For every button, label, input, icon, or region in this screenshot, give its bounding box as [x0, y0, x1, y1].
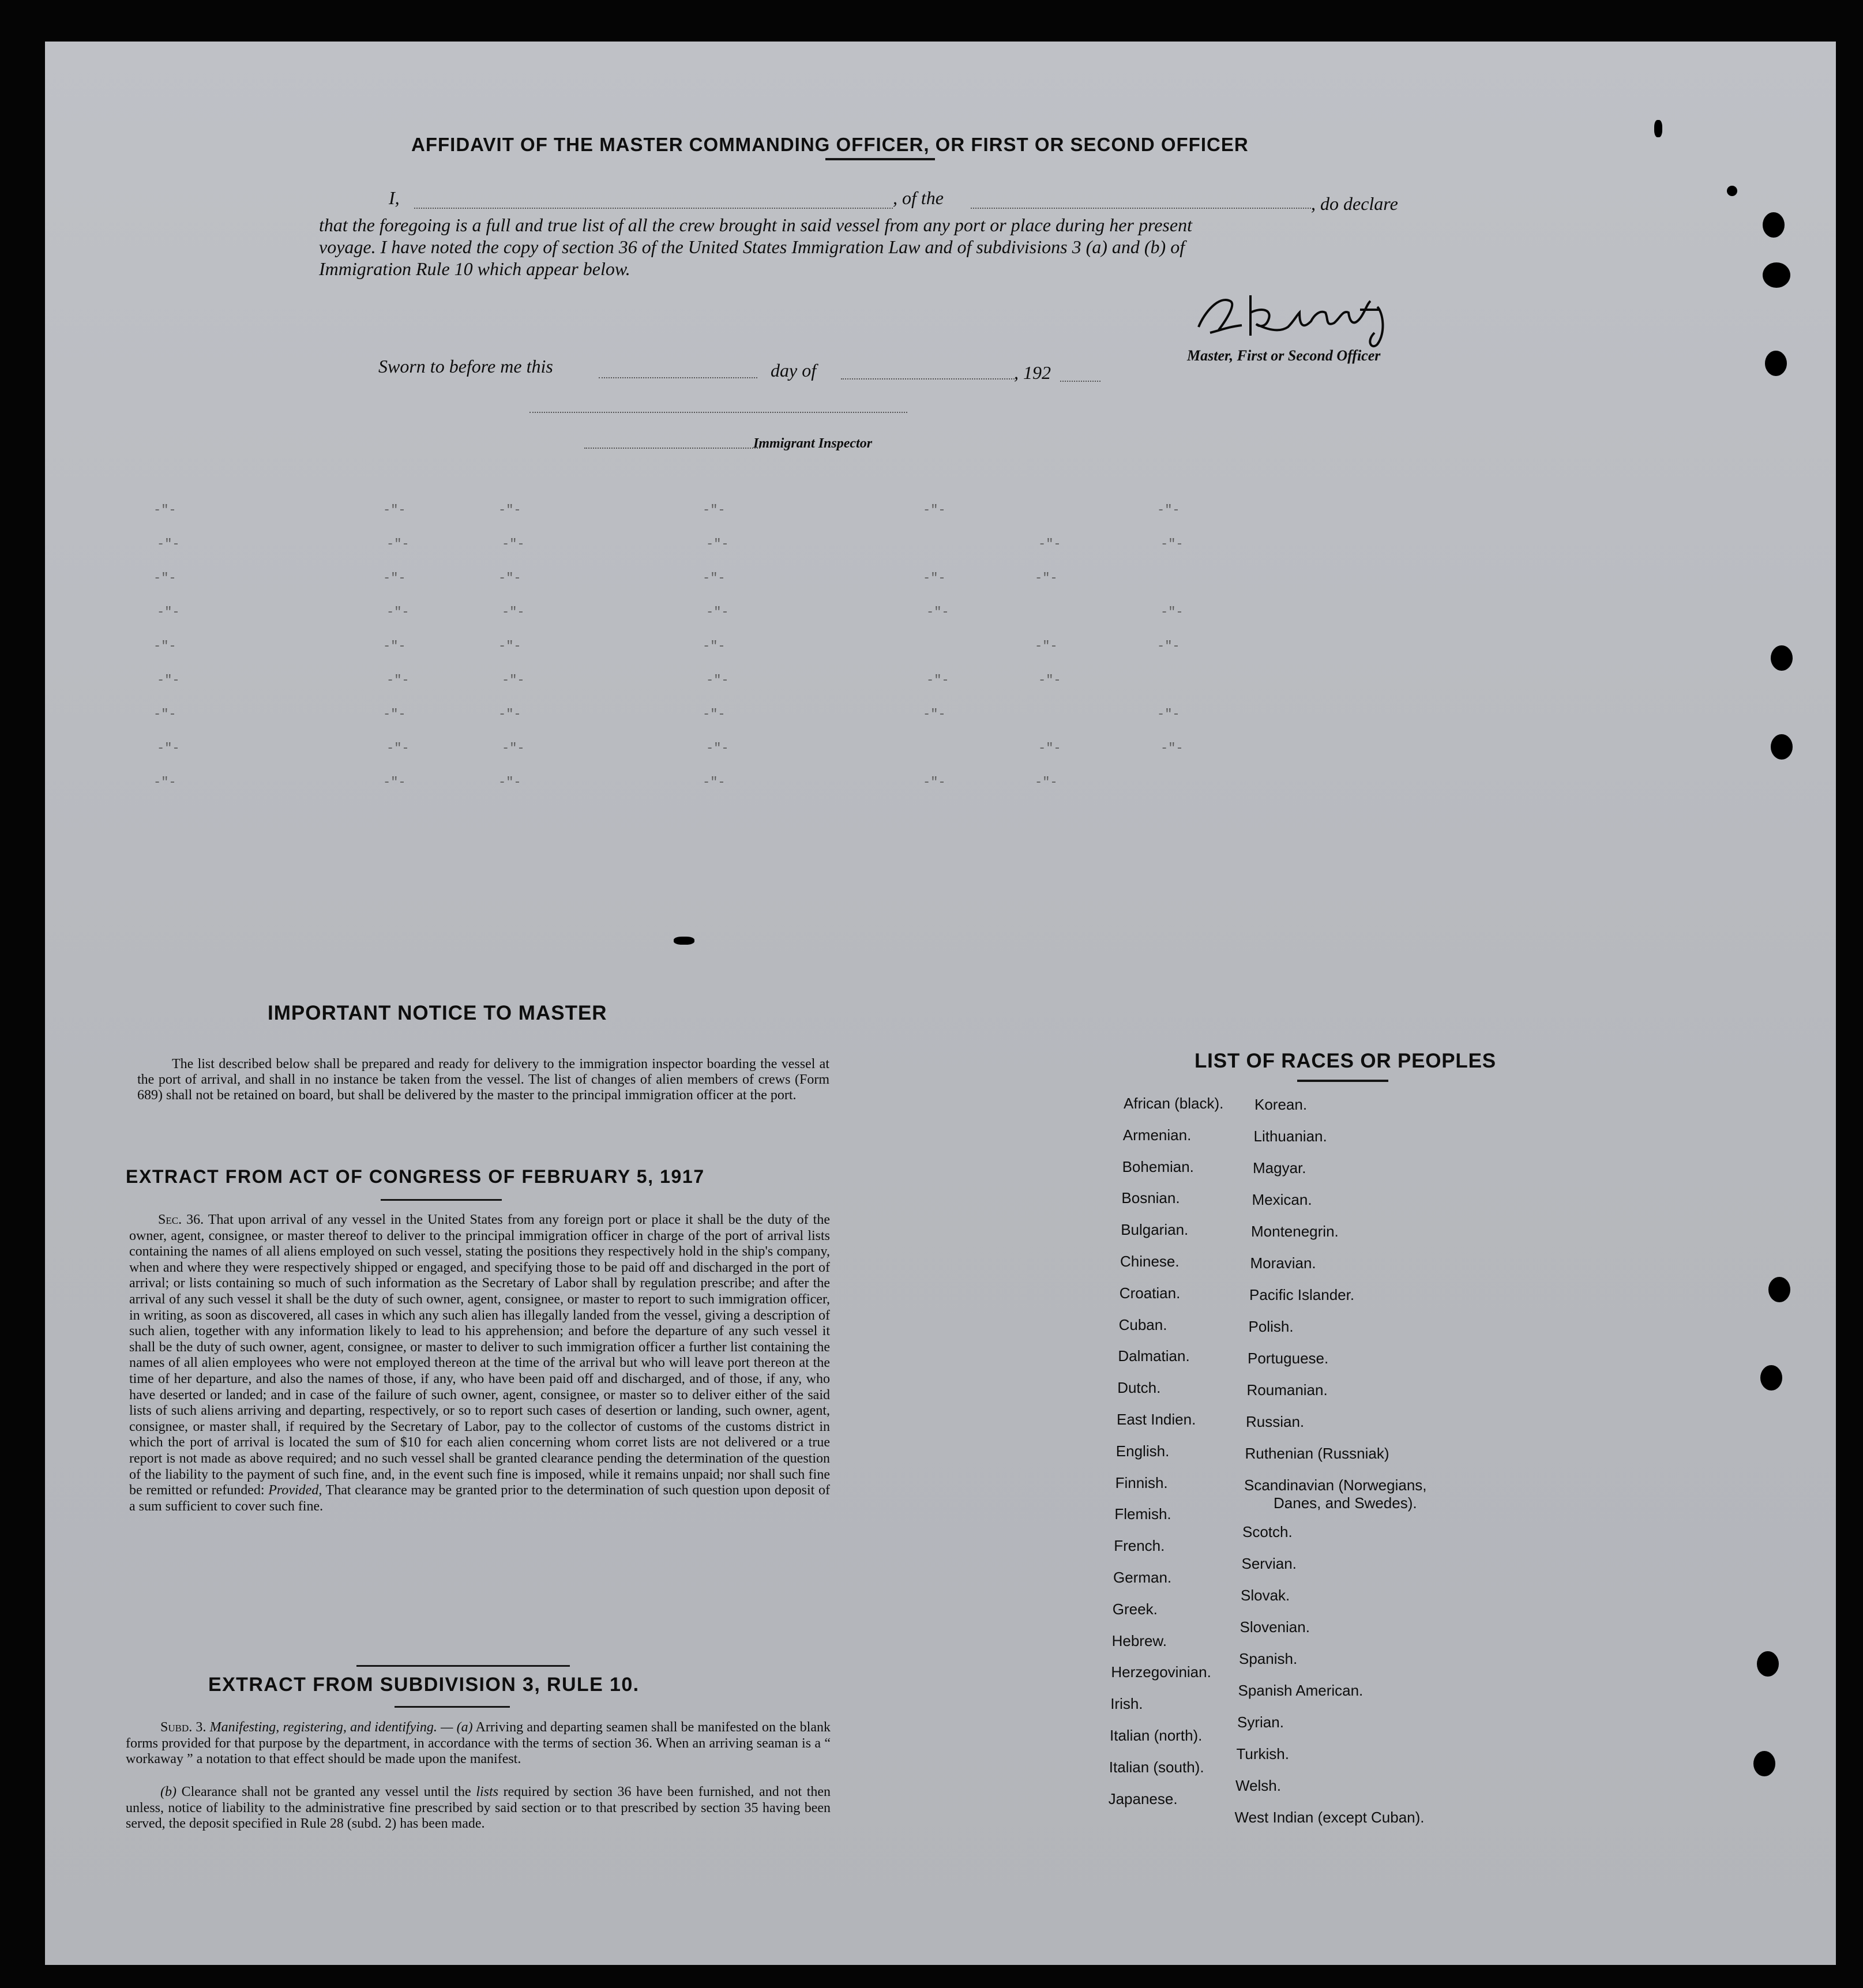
affidavit-line-4: Immigration Rule 10 which appear below. [319, 258, 630, 279]
ditto-mark: -"- [703, 571, 726, 585]
act-section-36-text: Sec. 36. That upon arrival of any vessel in the United States from any foreign port or place it shall be the duty of the owner, agent, consignee, or master thereof to deliver to the principal immigration officer in charge of the port of arrival lists containing the names of all aliens employed on such vessel, stating the positions they respectively hold in the ship's company, when and where they were respectively shipped or engaged, and specifying those to be paid off and discharged in the port of arrival; or lists containing so much of such information as the Secretary of Labor shall by regulation prescribe; and after the arrival of any such vessel it shall be the duty of such owner, agent, consignee, or master to report to such immigration officer, in writing, as soon as discovered, all cases in which any such alien has illegally landed from the vessel, giving a description of such alien, together with any information likely to lead to his apprehension; and before the departure of any such vessel it shall be the duty of such owner, agent, consignee, or master to deliver to such immigration officer a further list containing the names of all alien employees who were not employed thereon at the time of the arrival but who will leave port thereon at the time of her departure, and also the names of those, if any, who have been paid off and discharged, and of those, if any, who have deserted or landed; and in case of the failure of such owner, agent, consignee, or master so to deliver either of the said lists of such aliens arriving and departing, respectively, or so to report such cases of desertion or landing, such owner, agent, consignee, or master shall, if required by the Secretary of Labor, pay to the collector of customs of the customs district in which the port of arrival is located the sum of $10 for each alien concerning whom corret lists are not delivered or a true report is not made as above required; and no such vessel shall be granted clearance pending the determination of the question of the liability to the payment of such fine, and, in the event such fine is imposed, while it remains unpaid; nor shall such fine be remitted or refunded: Provided, That clearance may be granted prior to the determination of such question upon deposit of a sum sufficient to cover such fine. [129, 1212, 830, 1514]
ditto-mark: -"- [383, 639, 406, 653]
ditto-mark: -"- [502, 741, 525, 756]
ditto-mark: -"- [706, 673, 729, 687]
notice-text: The list described below shall be prepared and ready for delivery to the immigration inspector boarding the vessel at the port of arrival, and shall in no instance be taken from the vessel. The list of changes of alien members of crews (Form 689) shall not be retained on board, but shall be delivered by the master to the principal immigration officer at the port. [137, 1057, 829, 1103]
race-item: Dalmatian. [1118, 1347, 1190, 1365]
race-item: Croatian. [1119, 1284, 1181, 1302]
race-item: Hebrew. [1111, 1632, 1167, 1649]
race-item: Slovenian. [1240, 1618, 1310, 1636]
ditto-mark: -"- [153, 639, 176, 653]
ditto-mark: -"- [498, 571, 521, 585]
affidavit-line-3: voyage. I have noted the copy of section 36 of the United States Immigration Law and of subdivisions 3 (a) and (b) of [319, 236, 1185, 257]
race-item: Herzegovinian. [1111, 1663, 1211, 1681]
declarant-of-the: , of the [893, 187, 944, 208]
ditto-mark: -"- [383, 707, 406, 721]
ditto-mark: -"- [383, 503, 406, 517]
race-item: Dutch. [1117, 1379, 1161, 1397]
ditto-mark: -"- [1157, 639, 1180, 653]
race-item: Spanish. [1239, 1650, 1298, 1667]
sworn-year: , 192 [1014, 362, 1051, 383]
sworn-day-of: day of [771, 360, 817, 381]
binder-hole [1763, 262, 1790, 288]
rule-title: EXTRACT FROM SUBDIVISION 3, RULE 10. [208, 1674, 640, 1696]
race-item: Finnish. [1115, 1474, 1168, 1491]
race-item: Scandinavian (Norwegians, [1244, 1476, 1427, 1494]
race-item: Italian (north). [1110, 1727, 1203, 1744]
race-item: East Indien. [1117, 1411, 1196, 1428]
binder-hole [1771, 645, 1793, 671]
race-item: Pacific Islander. [1249, 1286, 1355, 1303]
notice-title: IMPORTANT NOTICE TO MASTER [268, 1002, 607, 1024]
ditto-mark: -"- [383, 775, 406, 790]
race-item: Ruthenian (Russniak) [1245, 1445, 1389, 1462]
ditto-mark: -"- [386, 741, 410, 756]
race-item: German. [1113, 1569, 1172, 1586]
inspector-caption: Immigrant Inspector [753, 436, 873, 451]
binder-hole [1771, 734, 1793, 760]
race-item: Japanese. [1108, 1790, 1178, 1807]
race-item: Danes, and Swedes). [1274, 1494, 1417, 1512]
races-title-rule [1297, 1080, 1388, 1082]
ditto-mark: -"- [706, 741, 729, 756]
ditto-mark: -"- [923, 707, 946, 721]
binder-hole [1763, 212, 1785, 238]
ditto-mark: -"- [1160, 537, 1184, 551]
ditto-mark: -"- [926, 673, 949, 687]
rule-title-rule [395, 1706, 510, 1708]
ink-mark [1727, 186, 1737, 196]
inspector-name-field [584, 448, 760, 449]
ditto-mark: -"- [157, 741, 180, 756]
race-item: Syrian. [1237, 1713, 1284, 1731]
race-item: Moravian. [1250, 1254, 1316, 1272]
ditto-mark: -"- [703, 707, 726, 721]
ditto-mark: -"- [153, 707, 176, 721]
ditto-mark: -"- [386, 673, 410, 687]
binder-hole [1753, 1751, 1775, 1776]
ditto-mark: -"- [498, 775, 521, 790]
ditto-mark: -"- [1038, 673, 1061, 687]
ditto-mark: -"- [1160, 741, 1184, 756]
race-item: Portuguese. [1248, 1350, 1329, 1367]
ink-mark [1654, 120, 1662, 137]
rule-subdivision-b: (b) Clearance shall not be granted any vessel until the lists required by section 36 have been furnished, and not then unless, notice of liability to the administrative fine prescribed by said section or to that prescribed by section 35 having been served, the deposit specified in Rule 28 (subd. 2) has been made. [126, 1784, 831, 1832]
sworn-text: Sworn to before me this [378, 356, 553, 377]
ditto-mark: -"- [923, 571, 946, 585]
declare-text: , do declare [1311, 193, 1398, 214]
sworn-day-field [599, 377, 757, 378]
ditto-mark: -"- [1160, 605, 1184, 619]
race-item: Bosnian. [1121, 1189, 1180, 1207]
ditto-mark: -"- [1038, 537, 1061, 551]
ditto-mark: -"- [386, 605, 410, 619]
binder-hole [1765, 351, 1787, 376]
race-item: Roumanian. [1246, 1381, 1328, 1399]
ditto-mark: -"- [502, 673, 525, 687]
race-item: English. [1115, 1442, 1170, 1460]
race-item: Korean. [1254, 1096, 1308, 1113]
ditto-mark: -"- [153, 503, 176, 517]
ditto-mark: -"- [1035, 639, 1058, 653]
binder-hole [1760, 1365, 1782, 1391]
race-item: Russian. [1246, 1413, 1305, 1430]
ditto-mark: -"- [923, 503, 946, 517]
race-item: French. [1114, 1537, 1165, 1555]
race-item: African (black). [1124, 1095, 1224, 1112]
ditto-mark: -"- [502, 605, 525, 619]
ditto-mark: -"- [1038, 741, 1061, 756]
ditto-mark: -"- [498, 639, 521, 653]
ditto-mark: -"- [383, 571, 406, 585]
ditto-mark: -"- [1035, 571, 1058, 585]
ditto-mark: -"- [498, 503, 521, 517]
ditto-mark: -"- [703, 639, 726, 653]
ditto-mark: -"- [386, 537, 410, 551]
declarant-prefix: I, [389, 187, 400, 208]
ditto-mark: -"- [706, 605, 729, 619]
ditto-mark: -"- [706, 537, 729, 551]
ditto-mark: -"- [923, 775, 946, 790]
race-item: Armenian. [1122, 1126, 1192, 1144]
binder-hole [1768, 1277, 1790, 1302]
ditto-mark: -"- [498, 707, 521, 721]
act-end-rule [356, 1665, 570, 1667]
ditto-mark: -"- [157, 605, 180, 619]
race-item: Polish. [1248, 1318, 1294, 1335]
act-title: EXTRACT FROM ACT OF CONGRESS OF FEBRUARY 5, 1917 [126, 1166, 705, 1187]
ditto-mark: -"- [157, 537, 180, 551]
rule-subdivision-a: Subd. 3. Manifesting, registering, and identifying. — (a) Arriving and departing seamen shall be manifested on the blank forms provided for that purpose by the department, in accordance with the terms of section 36. When an arriving seaman is a “ workaway ” a notation to that effect should be made upon the manifest. [126, 1720, 831, 1767]
race-item: Servian. [1241, 1555, 1297, 1572]
race-item: Bulgarian. [1121, 1221, 1189, 1239]
race-item: Italian (south). [1109, 1758, 1204, 1776]
document-page [45, 42, 1836, 1965]
affidavit-title: AFFIDAVIT OF THE MASTER COMMANDING OFFICER, OR FIRST OR SECOND OFFICER [411, 134, 1249, 155]
race-item: Scotch. [1242, 1523, 1293, 1540]
race-item: Montenegrin. [1251, 1223, 1339, 1240]
sworn-year-field [1060, 381, 1100, 382]
signer-caption: Master, First or Second Officer [1187, 347, 1381, 364]
race-item: Chinese. [1120, 1253, 1180, 1270]
ditto-mark: -"- [153, 775, 176, 790]
ditto-mark: -"- [1035, 775, 1058, 790]
race-item: West Indian (except Cuban). [1234, 1809, 1425, 1826]
ditto-mark: -"- [703, 503, 726, 517]
race-item: Flemish. [1114, 1505, 1171, 1523]
title-underline [825, 158, 935, 160]
race-item: Irish. [1110, 1695, 1143, 1713]
inspector-signature-field [529, 412, 907, 413]
race-item: Cuban. [1118, 1316, 1167, 1333]
race-item: Mexican. [1252, 1191, 1312, 1208]
declarant-name-field [414, 208, 893, 209]
race-item: Slovak. [1241, 1587, 1290, 1604]
ditto-mark: -"- [502, 537, 525, 551]
ditto-mark: -"- [703, 775, 726, 790]
race-item: Lithuanian. [1253, 1128, 1327, 1145]
races-title: LIST OF RACES OR PEOPLES [1195, 1050, 1496, 1072]
ditto-mark: -"- [1157, 707, 1180, 721]
vessel-name-field [971, 208, 1311, 209]
race-item: Magyar. [1253, 1159, 1306, 1177]
binder-hole [1757, 1651, 1779, 1677]
ditto-mark: -"- [153, 571, 176, 585]
race-item: Greek. [1112, 1600, 1158, 1618]
ditto-mark: -"- [157, 673, 180, 687]
affidavit-line-2: that the foregoing is a full and true list of all the crew brought in said vessel from any port or place during her present [319, 215, 1192, 235]
race-item: Welsh. [1235, 1777, 1281, 1794]
race-item: Turkish. [1236, 1745, 1289, 1762]
ink-mark [674, 937, 694, 945]
ditto-mark: -"- [1157, 503, 1180, 517]
act-title-rule [381, 1199, 502, 1201]
race-item: Spanish American. [1238, 1682, 1364, 1699]
ditto-mark: -"- [926, 605, 949, 619]
master-signature [1187, 278, 1429, 353]
race-item: Bohemian. [1122, 1158, 1194, 1175]
sworn-month-field [841, 378, 1017, 379]
